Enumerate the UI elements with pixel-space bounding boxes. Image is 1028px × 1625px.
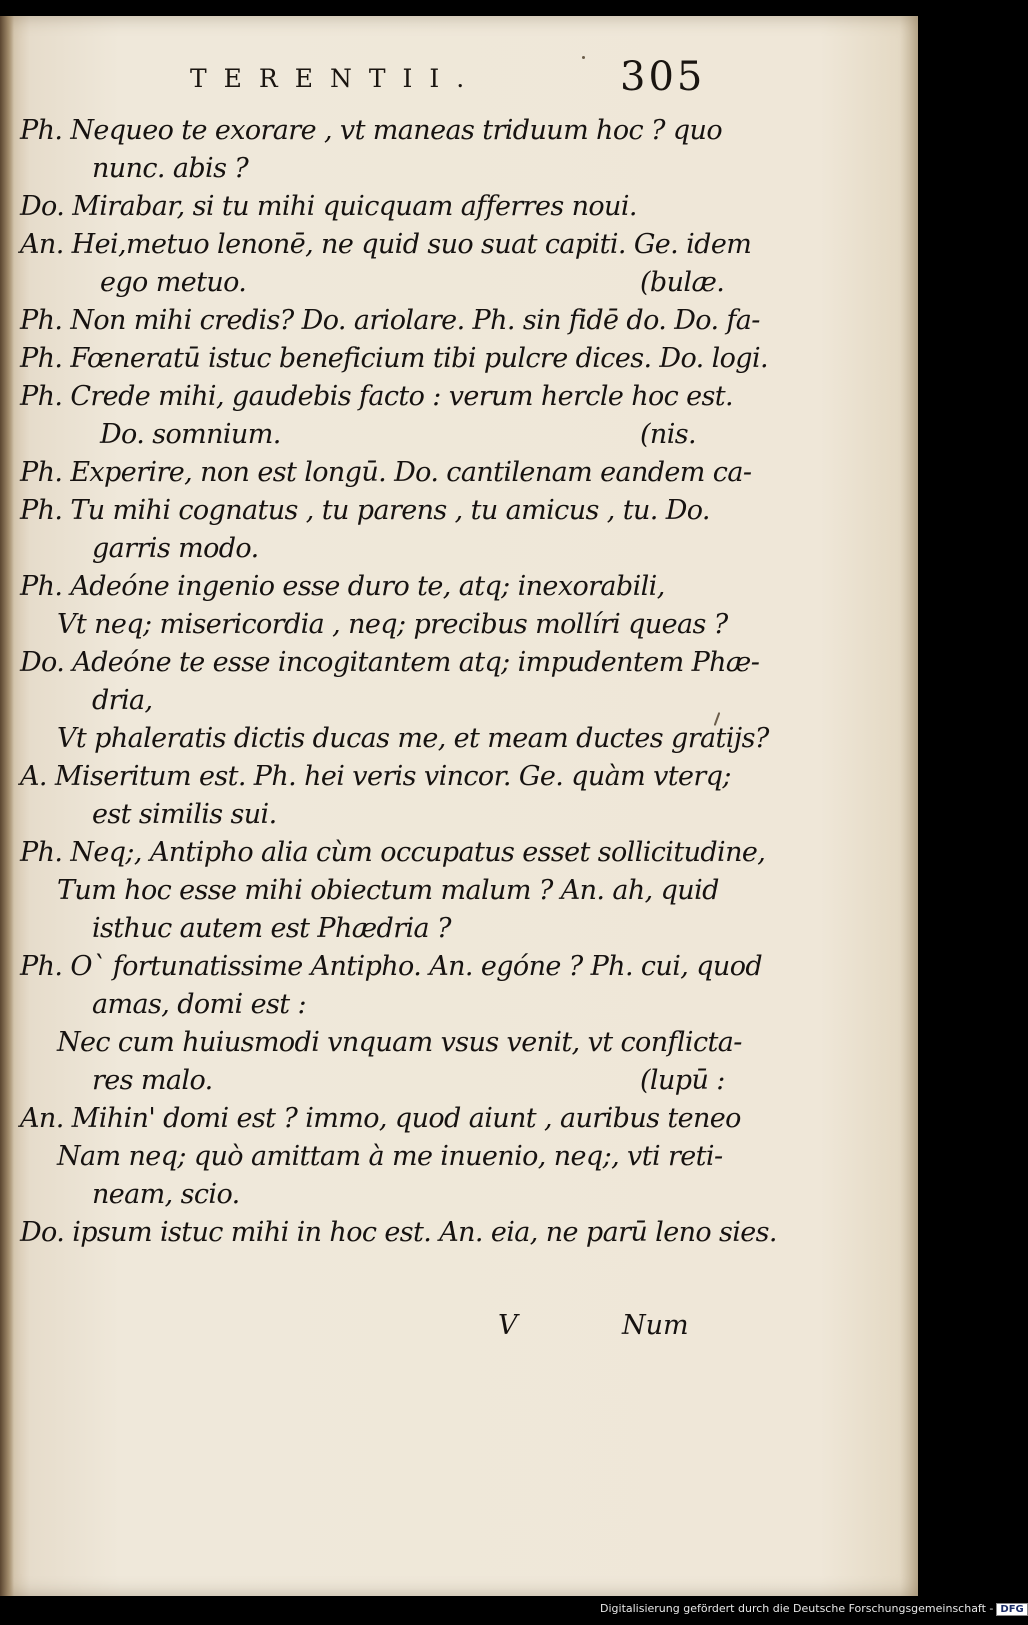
dfg-logo: DFG bbox=[996, 1603, 1027, 1616]
line-text: Do. somnium. bbox=[100, 419, 281, 450]
line-text: Ph. Tu mihi cognatus , tu parens , tu amicus , tu. Do. bbox=[20, 495, 710, 526]
text-line bbox=[0, 1024, 918, 1062]
line-text: ego metuo. bbox=[100, 267, 247, 298]
text-line bbox=[0, 834, 918, 872]
line-text: Ph. Experire, non est longū. Do. cantilenam eandem ca- bbox=[20, 457, 752, 488]
line-text: Do. ipsum istuc mihi in hoc est. An. eia, ne parū leno sies. bbox=[20, 1217, 777, 1248]
line-text: Do. Adeóne te esse incogitantem atq; impudentem Phæ- bbox=[20, 647, 760, 678]
text-line bbox=[0, 1138, 918, 1176]
text-line bbox=[0, 150, 918, 188]
digitization-footer bbox=[600, 1602, 1024, 1622]
catchline bbox=[0, 1310, 918, 1350]
line-text: Tum hoc esse mihi obiectum malum ? An. ah, quid bbox=[57, 875, 719, 906]
text-line bbox=[0, 378, 918, 416]
text-line bbox=[0, 910, 918, 948]
text-line bbox=[0, 1100, 918, 1138]
text-line bbox=[0, 606, 918, 644]
page-number: 305 bbox=[620, 54, 706, 100]
line-text: nunc. abis ? bbox=[92, 153, 249, 184]
text-line bbox=[0, 948, 918, 986]
line-text: Ph. Neq;, Antipho alia cùm occupatus esset sollicitudine, bbox=[20, 837, 766, 868]
line-text: Do. Mirabar, si tu mihi quicquam afferres noui. bbox=[20, 191, 637, 222]
text-line bbox=[0, 720, 918, 758]
text-line bbox=[0, 644, 918, 682]
text-line bbox=[0, 188, 918, 226]
line-text: est similis sui. bbox=[92, 799, 277, 830]
text-line bbox=[0, 682, 918, 720]
page-header bbox=[0, 52, 918, 102]
text-line bbox=[0, 872, 918, 910]
line-text: An. Hei,metuo lenonē, ne quid suo suat capiti. Ge. idem bbox=[20, 229, 752, 260]
signature-mark: V bbox=[498, 1310, 518, 1341]
text-line bbox=[0, 416, 918, 454]
line-text: A. Miseritum est. Ph. hei veris vincor. Ge. quàm vterq; bbox=[20, 761, 731, 792]
line-text: res malo. bbox=[92, 1065, 213, 1096]
text-line bbox=[0, 1176, 918, 1214]
line-text: Ph. Fœneratū istuc beneficium tibi pulcre dices. Do. logi. bbox=[20, 343, 769, 374]
text-line bbox=[0, 1062, 918, 1100]
text-line bbox=[0, 758, 918, 796]
line-text: An. Mihin' domi est ? immo, quod aiunt , auribus teneo bbox=[20, 1103, 741, 1134]
turnover-fragment: (lupū : bbox=[640, 1065, 725, 1096]
line-text: amas, domi est : bbox=[92, 989, 306, 1020]
text-line bbox=[0, 986, 918, 1024]
paper-speck bbox=[582, 56, 585, 59]
catchword: Num bbox=[622, 1310, 689, 1341]
footer-text: Digitalisierung gefördert durch die Deutsche Forschungsgemeinschaft - bbox=[600, 1602, 994, 1615]
text-line bbox=[0, 340, 918, 378]
line-text: isthuc autem est Phædria ? bbox=[92, 913, 451, 944]
text-line bbox=[0, 302, 918, 340]
line-text: Ph. Non mihi credis? Do. ariolare. Ph. sin fidē do. Do. fa- bbox=[20, 305, 760, 336]
line-text: Vt phaleratis dictis ducas me, et meam ductes gratijs? bbox=[57, 723, 769, 754]
turnover-fragment: (nis. bbox=[640, 419, 696, 450]
line-text: Nam neq; quò amittam à me inuenio, neq;, vti reti- bbox=[57, 1141, 723, 1172]
line-text: garris modo. bbox=[92, 533, 259, 564]
line-text: Ph. O` fortunatissime Antipho. An. egóne ? Ph. cui, quod bbox=[20, 951, 763, 982]
line-text: Ph. Nequeo te exorare , vt maneas triduum hoc ? quo bbox=[20, 115, 722, 146]
line-text: Ph. Adeóne ingenio esse duro te, atq; inexorabili, bbox=[20, 571, 665, 602]
text-line bbox=[0, 568, 918, 606]
line-text: Nec cum huiusmodi vnquam vsus venit, vt conflicta- bbox=[57, 1027, 742, 1058]
line-text: dria, bbox=[92, 685, 153, 716]
text-line bbox=[0, 796, 918, 834]
text-line bbox=[0, 454, 918, 492]
text-line bbox=[0, 226, 918, 264]
turnover-fragment: (bulæ. bbox=[640, 267, 725, 298]
running-title: TERENTII. bbox=[190, 64, 482, 93]
line-text: Vt neq; misericordia , neq; precibus mollíri queas ? bbox=[57, 609, 728, 640]
text-line bbox=[0, 1214, 918, 1252]
play-text bbox=[0, 112, 918, 1252]
line-text: Ph. Crede mihi, gaudebis facto : verum hercle hoc est. bbox=[20, 381, 734, 412]
text-line bbox=[0, 112, 918, 150]
text-line bbox=[0, 264, 918, 302]
text-line bbox=[0, 492, 918, 530]
text-line bbox=[0, 530, 918, 568]
line-text: neam, scio. bbox=[92, 1179, 240, 1210]
